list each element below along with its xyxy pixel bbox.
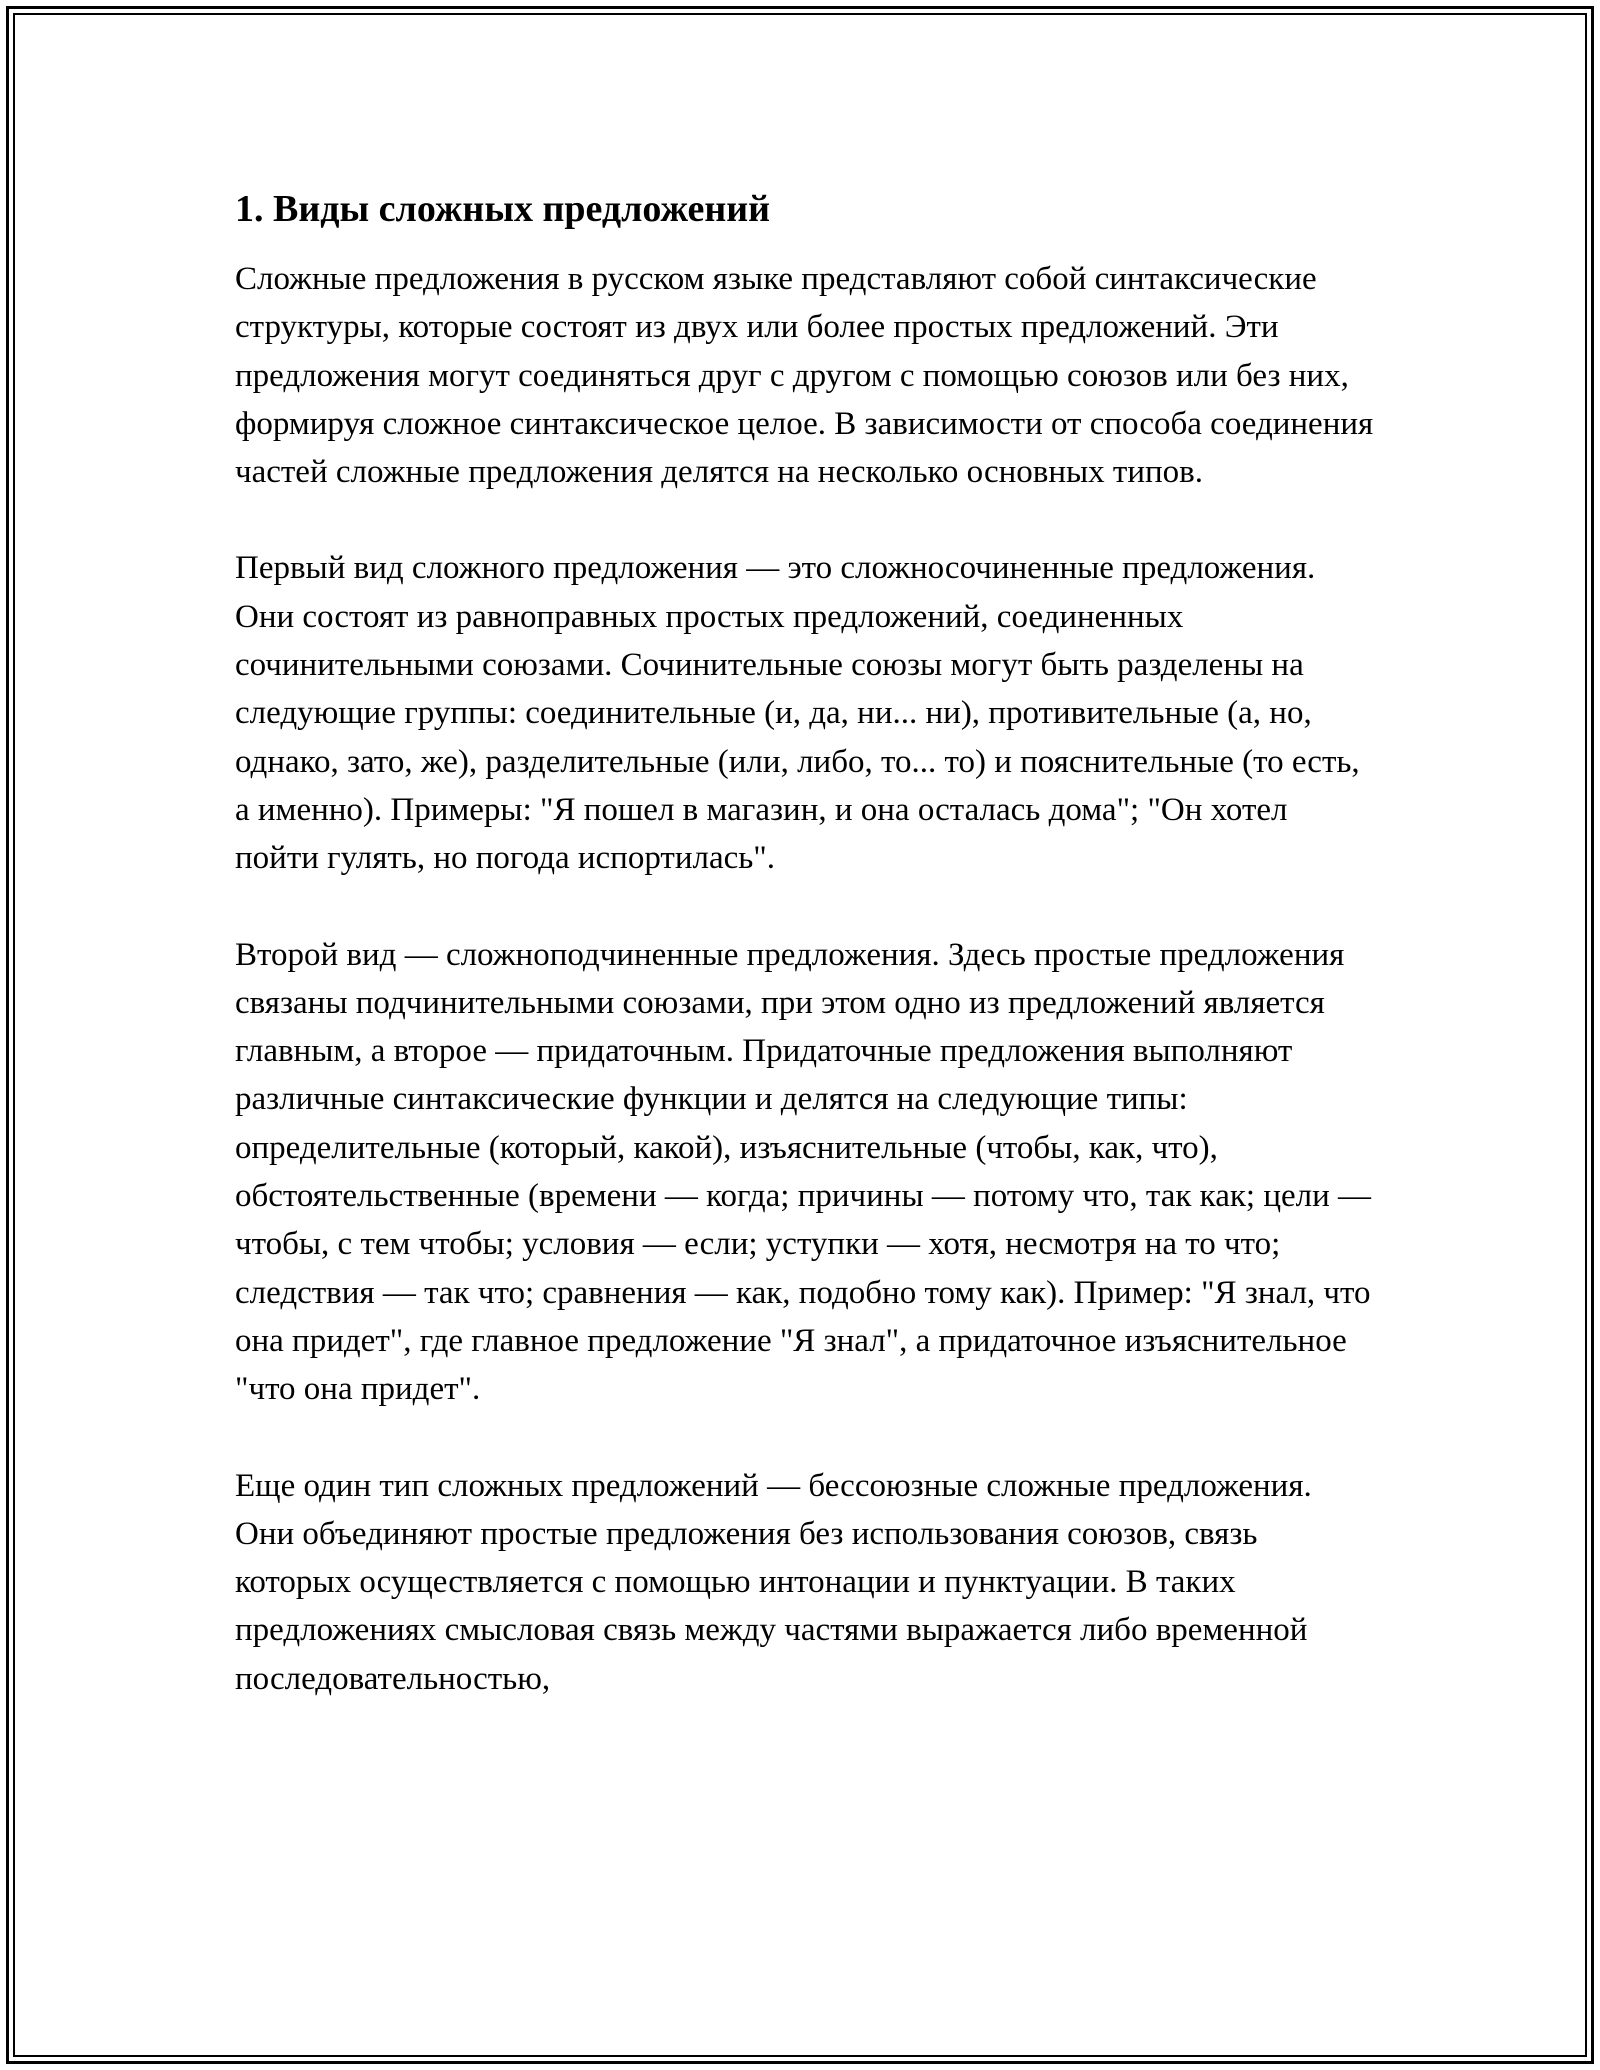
paragraph-intro: Сложные предложения в русском языке представляют собой синтаксические структуры, которые состоят из двух или более простых предложений. Эти предложения могут соединяться друг с другом с помощью союзов или без них, формируя сложное синтаксическое целое. В зависимости от способа соединения частей сложные предложения делятся на несколько основных типов. (235, 261, 1374, 491)
section-heading: 1. Виды сложных предложений (235, 188, 771, 230)
document-body (235, 185, 1375, 1751)
paragraph-compound-sentences: Первый вид сложного предложения — это сложносочиненные предложения. Они состоят из равноправных простых предложений, соединенных сочинительными союзами. Сочинительные союзы могут быть разделены на следующие группы: соединительные (и, да, ни... ни), противительные (а, но, однако, зато, же), разделительные (или, либо, то... то) и пояснительные (то есть, а именно). Примеры: "Я пошел в магазин, и она осталась дома"; "Он хотел пойти гулять, но погода испортилась". (235, 550, 1360, 877)
paragraph-complex-sentences: Второй вид — сложноподчиненные предложения. Здесь простые предложения связаны подчинительными союзами, при этом одно из предложений является главным, а второе — придаточным. Придаточные предложения выполняют различные синтаксические функции и делятся на следующие типы: определительные (который, какой), изъяснительные (чтобы, как, что), обстоятельственные (времени — когда; причины — потому что, так как; цели — чтобы, с тем чтобы; условия — если; уступки — хотя, несмотря на то что; следствия — так что; сравнения — как, подобно тому как). Пример: "Я знал, что она придет", где главное предложение "Я знал", а придаточное изъяснительное "что она придет". (235, 936, 1372, 1408)
paragraph-asyndetic-sentences: Еще один тип сложных предложений — бессоюзные сложные предложения. Они объединяют простые предложения без использования союзов, связь которых осуществляется с помощью интонации и пунктуации. В таких предложениях смысловая связь между частями выражается либо временной последовательностью, (235, 1467, 1312, 1697)
